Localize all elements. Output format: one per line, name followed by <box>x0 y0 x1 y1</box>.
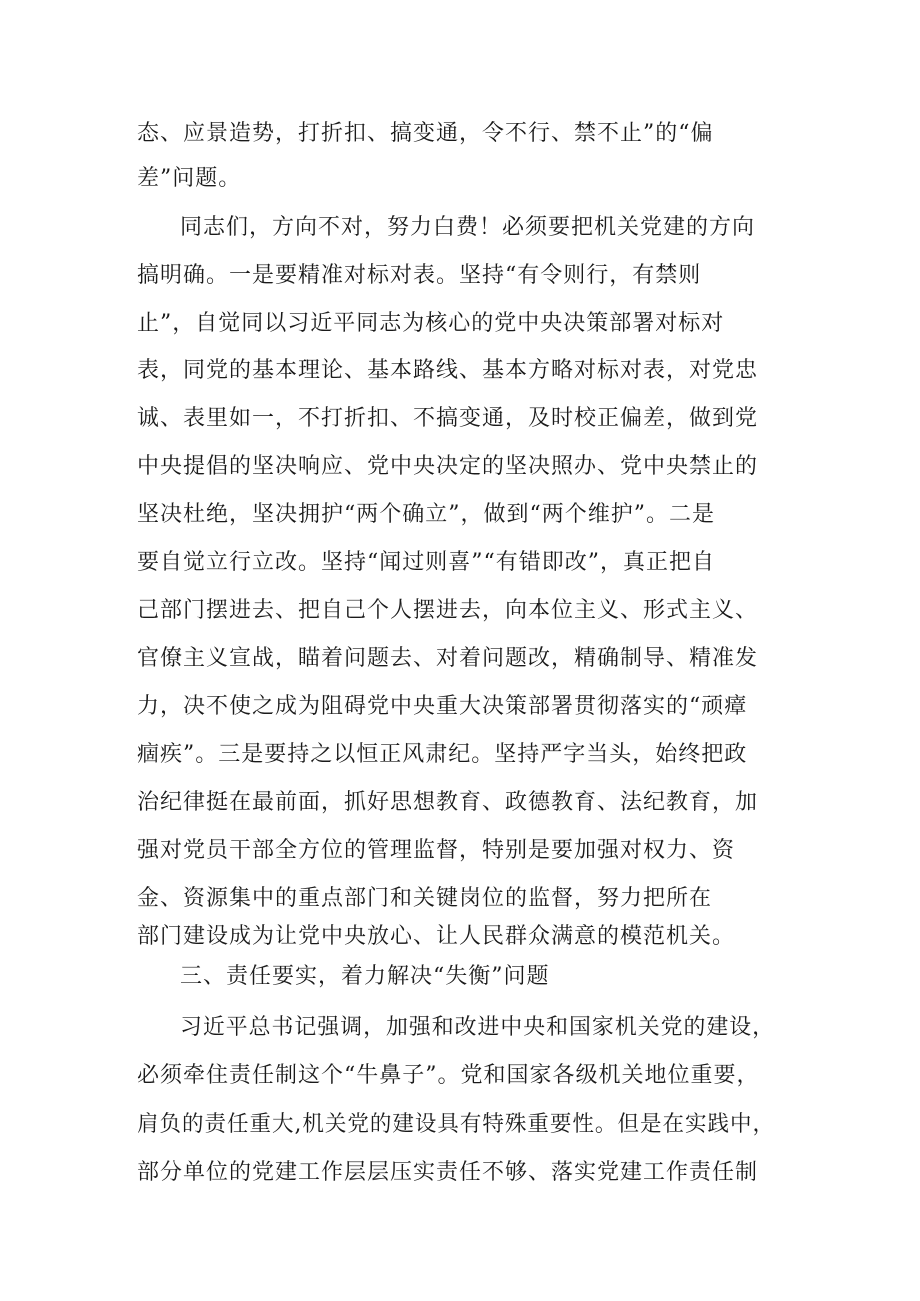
text-line: 诚、表里如一，不打折扣、不搞变通，及时校正偏差，做到党 <box>137 406 759 431</box>
text-line: 要自觉立行立改。坚持“闻过则喜”“有错即改”，真正把自 <box>137 550 715 575</box>
text-line: 止”，自觉同以习近平同志为核心的党中央决策部署对标对 <box>137 311 725 336</box>
text-line: 部门建设成为让党中央放心、让人民群众满意的模范机关。 <box>137 924 736 949</box>
text-line: 坚决杜绝，坚决拥护“两个确立”，做到“两个维护”。二是 <box>137 502 715 527</box>
text-line: 部分单位的党建工作层层压实责任不够、落实党建工作责任制 <box>137 1160 759 1185</box>
text-line: 态、应景造势，打折扣、搞变通，令不行、禁不止”的“偏 <box>137 121 714 146</box>
text-line: 搞明确。一是要精准对标对表。坚持“有令则行，有禁则 <box>137 263 702 288</box>
text-line: 肩负的责任重大,机关党的建设具有特殊重要性。但是在实践中， <box>137 1112 775 1137</box>
text-line: 必须牵住责任制这个“牛鼻子”。党和国家各级机关地位重要， <box>137 1063 760 1088</box>
text-line: 官僚主义宣战，瞄着问题去、对着问题改，精确制导、精准发 <box>137 646 759 671</box>
text-line: 金、资源集中的重点部门和关键岗位的监督，努力把所在 <box>137 886 713 911</box>
section-heading: 三、责任要实，着力解决“失衡”问题 <box>180 964 550 989</box>
text-line: 力，决不使之成为阻碍党中央重大决策部署贯彻落实的“顽瘴 <box>137 694 748 719</box>
text-line: 痼疾”。三是要持之以恒正风肃纪。坚持严字当头，始终把政 <box>137 742 748 767</box>
text-line: 表，同党的基本理论、基本路线、基本方略对标对表，对党忠 <box>137 358 759 383</box>
text-line: 强对党员干部全方位的管理监督，特别是要加强对权力、资 <box>137 838 736 863</box>
text-line: 差”问题。 <box>137 166 242 191</box>
text-line: 同志们，方向不对，努力白费！必须要把机关党建的方向 <box>180 215 756 240</box>
text-line: 治纪律挺在最前面，抓好思想教育、政德教育、法纪教育，加 <box>137 790 759 815</box>
text-line: 中央提倡的坚决响应、党中央决定的坚决照办、党中央禁止的 <box>137 454 759 479</box>
text-line: 习近平总书记强调，加强和改进中央和国家机关党的建设， <box>180 1015 776 1040</box>
text-line: 己部门摆进去、把自己个人摆进去，向本位主义、形式主义、 <box>137 598 759 623</box>
